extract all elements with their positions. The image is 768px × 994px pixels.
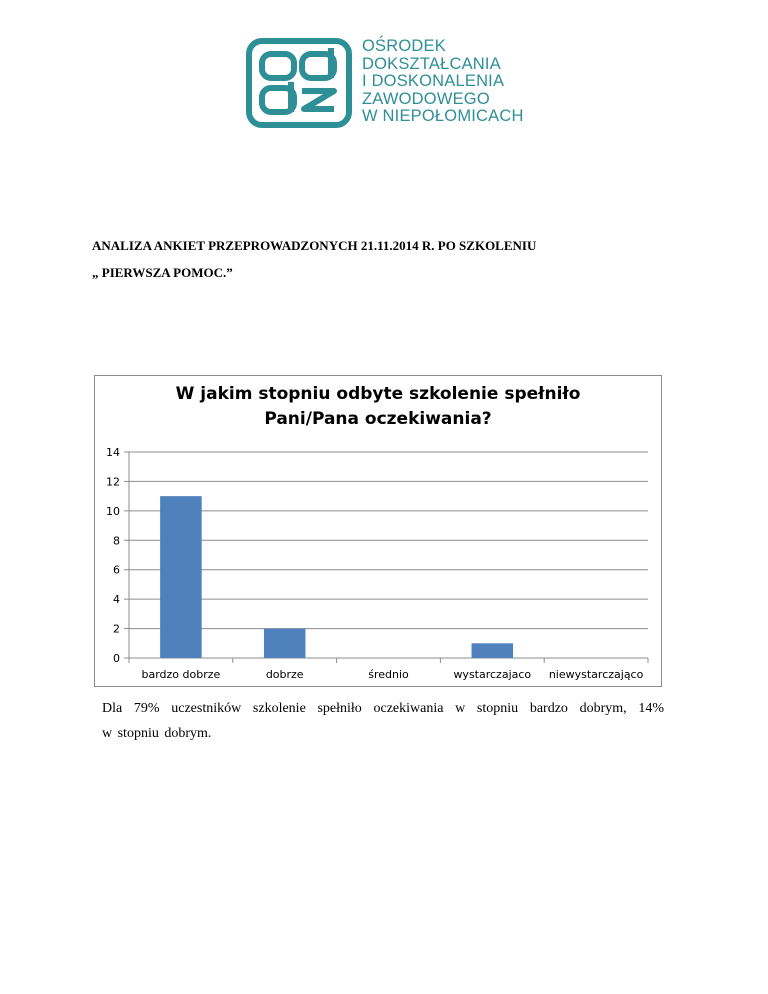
x-tick-label: niewystarczająco [548,668,644,681]
document-heading [92,232,712,286]
logo-text-line: DOKSZTAŁCANIA [362,54,501,73]
bar-chart [95,376,661,686]
logo-text-line: I DOSKONALENIA [362,72,505,90]
caption-line-2: w stopniu dobrym. [102,726,212,741]
bar [264,629,306,658]
chart-title-line-2: Pani/Pana oczekiwania? [264,409,492,429]
caption-line-1: Dla 79% uczestników szkolenie spełniło oczekiwania w stopniu bardzo dobrym, 14% [102,701,664,716]
caption-text [102,696,664,746]
y-tick-label: 2 [113,622,120,636]
chart-frame [94,375,662,687]
bar [472,643,514,658]
logo [246,38,546,130]
y-tick-label: 6 [113,563,120,577]
heading-line-1: ANALIZA ANKIET PRZEPROWADZONYCH 21.11.2014 R. PO SZKOLENIU [92,238,537,253]
chart-title-line-1: W jakim stopniu odbyte szkolenie spełniło [175,384,581,404]
x-tick-label: dobrze [265,668,304,681]
y-tick-label: 10 [106,504,120,518]
heading-line-2: „ PIERWSZA POMOC.” [92,265,233,280]
logo-text-line: ZAWODOWEGO [362,89,490,108]
logo-text-line: OŚRODEK [362,37,446,55]
bar [160,496,202,658]
y-tick-label: 12 [106,475,120,489]
y-tick-label: 4 [113,593,120,607]
y-tick-label: 14 [106,446,120,459]
y-tick-label: 8 [113,534,120,548]
x-tick-label: średnio [368,668,409,681]
odz-logo-icon [246,38,352,128]
x-tick-label: wystarczajaco [453,668,532,681]
logo-text [362,38,524,126]
logo-text-line: W NIEPOŁOMICACH [362,107,524,125]
x-tick-label: bardzo dobrze [141,668,221,681]
y-tick-label: 0 [113,652,120,665]
